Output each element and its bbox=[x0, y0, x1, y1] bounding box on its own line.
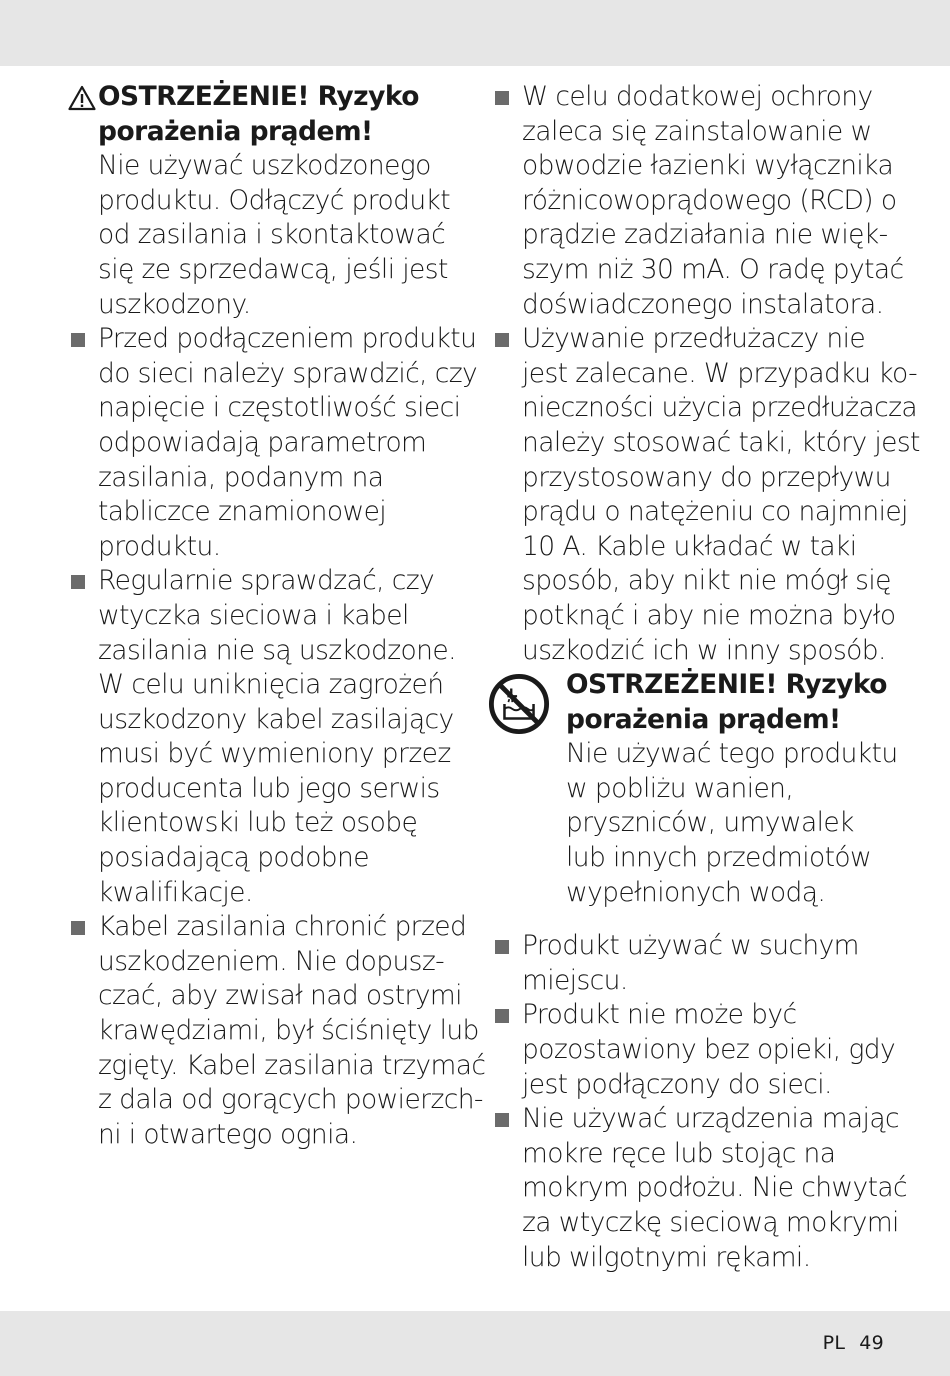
text-line: różnicowoprądowego (RCD) o bbox=[522, 184, 897, 216]
text-line: się ze sprzedawcą, jeśli jest bbox=[98, 253, 448, 285]
text-line: W celu dodatkowej ochrony bbox=[522, 81, 873, 112]
square-bullet-icon bbox=[71, 333, 85, 347]
text-line: Przed podłączeniem produktu bbox=[98, 323, 477, 355]
text-line: Nie używać uszkodzonego bbox=[98, 150, 431, 182]
text-line: obwodzie łazienki wyłącznika bbox=[522, 150, 894, 182]
text-line: produktu. Odłączyć produkt bbox=[98, 184, 451, 216]
text-line: Produkt używać w suchym bbox=[522, 930, 859, 962]
text-line: nieczności użycia przedłużacza bbox=[522, 392, 918, 424]
square-bullet-icon bbox=[495, 91, 509, 105]
text-line: posiadającą podobne bbox=[98, 842, 369, 874]
text-line: Regularnie sprawdzać, czy bbox=[98, 565, 435, 597]
warning-heading: porażenia prądem! bbox=[98, 115, 373, 147]
header-band bbox=[0, 0, 950, 66]
right-column bbox=[492, 80, 920, 1275]
square-bullet-icon bbox=[495, 333, 509, 347]
language-code: PL bbox=[822, 1332, 846, 1354]
text-line: zaleca się zainstalowanie w bbox=[522, 115, 872, 147]
text-line: musi być wymieniony przez bbox=[98, 738, 451, 770]
text-line: od zasilania i skontaktować bbox=[98, 219, 446, 251]
warning-heading: OSTRZEŻENIE! Ryzyko bbox=[98, 81, 419, 112]
text-line: doświadczonego instalatora. bbox=[522, 288, 884, 320]
text-line: Kabel zasilania chronić przed bbox=[98, 911, 467, 943]
text-line: uszkodzić ich w inny sposób. bbox=[522, 634, 886, 666]
square-bullet-icon bbox=[71, 575, 85, 589]
spacer bbox=[492, 910, 892, 929]
text-line: tabliczce znamionowej bbox=[98, 496, 387, 528]
bullet-item bbox=[492, 322, 920, 668]
text-line: prądzie zadziałania nie więk- bbox=[522, 219, 888, 251]
text-line: ni i otwartego ognia. bbox=[98, 1118, 358, 1150]
bullet-item bbox=[68, 910, 486, 1152]
text-line: producenta lub jego serwis bbox=[98, 772, 440, 804]
text-line: jest zalecane. W przypadku ko- bbox=[522, 357, 918, 389]
text-line: lub innych przedmiotów bbox=[566, 842, 872, 874]
square-bullet-icon bbox=[495, 1009, 509, 1023]
text-line: potknąć i aby nie można było bbox=[522, 599, 896, 631]
warning-heading: porażenia prądem! bbox=[566, 703, 841, 735]
square-bullet-icon bbox=[71, 921, 85, 935]
text-line: wtyczka sieciowa i kabel bbox=[98, 599, 409, 631]
bullet-item bbox=[68, 564, 468, 910]
text-line: produktu. bbox=[98, 530, 221, 562]
text-line: mokre ręce lub stojąc na bbox=[522, 1137, 836, 1169]
text-line: mokrym podłożu. Nie chwytać bbox=[522, 1172, 907, 1204]
text-line: odpowiadają parametrom bbox=[98, 426, 427, 458]
water-hazard-warning bbox=[492, 668, 898, 910]
footer-band bbox=[0, 1311, 950, 1376]
text-line: Nie używać urządzenia mając bbox=[522, 1103, 899, 1135]
page-number: 49 bbox=[859, 1332, 884, 1354]
text-line: sposób, aby nikt nie mógł się bbox=[522, 565, 891, 597]
left-column bbox=[68, 80, 486, 1152]
text-line: szym niż 30 mA. O radę pytać bbox=[522, 253, 904, 285]
text-line: napięcie i częstotliwość sieci bbox=[98, 392, 461, 424]
bullet-item bbox=[492, 998, 896, 1102]
text-line: zasilania nie są uszkodzone. bbox=[98, 634, 456, 666]
text-line: czać, aby zwisał nad ostrymi bbox=[98, 980, 462, 1012]
text-line: zgięty. Kabel zasilania trzymać bbox=[98, 1049, 486, 1081]
text-line: z dala od gorących powierzch- bbox=[98, 1084, 483, 1116]
text-line: uszkodzony. bbox=[98, 288, 251, 320]
square-bullet-icon bbox=[495, 940, 509, 954]
text-line: w pobliżu wanien, bbox=[566, 772, 794, 804]
text-line: prądu o natężeniu co najmniej bbox=[522, 496, 908, 528]
text-line: za wtyczkę sieciową mokrymi bbox=[522, 1207, 899, 1238]
text-line: przystosowany do przepływu bbox=[522, 461, 891, 493]
text-line: Nie używać tego produktu bbox=[566, 738, 898, 770]
bullet-item bbox=[68, 322, 478, 564]
warning-heading: OSTRZEŻENIE! Ryzyko bbox=[566, 669, 887, 701]
bullet-item bbox=[492, 80, 904, 322]
electric-shock-warning bbox=[68, 80, 468, 322]
text-line: pozostawiony bez opieki, gdy bbox=[522, 1034, 896, 1066]
text-line: lub wilgotnymi rękami. bbox=[522, 1241, 811, 1273]
text-line: Produkt nie może być bbox=[522, 999, 797, 1031]
text-line: krawędziami, był ściśnięty lub bbox=[98, 1015, 479, 1047]
square-bullet-icon bbox=[495, 1113, 509, 1127]
page-footer bbox=[823, 1332, 884, 1354]
text-line: pryszniców, umywalek bbox=[566, 807, 854, 839]
text-line: miejscu. bbox=[522, 964, 628, 996]
bullet-item bbox=[492, 929, 892, 998]
text-line: klientowski lub też osobę bbox=[98, 807, 418, 839]
text-line: wypełnionych wodą. bbox=[566, 876, 826, 908]
text-line: kwalifikacje. bbox=[98, 876, 253, 908]
text-line: 10 A. Kable układać w taki bbox=[522, 530, 857, 562]
text-line: W celu uniknięcia zagrożeń bbox=[98, 669, 444, 701]
bullet-item bbox=[492, 1102, 907, 1275]
text-line: do sieci należy sprawdzić, czy bbox=[98, 357, 478, 389]
text-line: Używanie przedłużaczy nie bbox=[522, 323, 866, 355]
text-line: należy stosować taki, który jest bbox=[522, 426, 920, 458]
warning-triangle-icon bbox=[68, 85, 96, 111]
no-bathtub-icon bbox=[488, 673, 550, 735]
text-line: zasilania, podanym na bbox=[98, 461, 384, 493]
text-line: uszkodzony kabel zasilający bbox=[98, 703, 454, 735]
text-line: uszkodzeniem. Nie dopusz- bbox=[98, 945, 445, 977]
text-line: jest podłączony do sieci. bbox=[522, 1068, 832, 1100]
